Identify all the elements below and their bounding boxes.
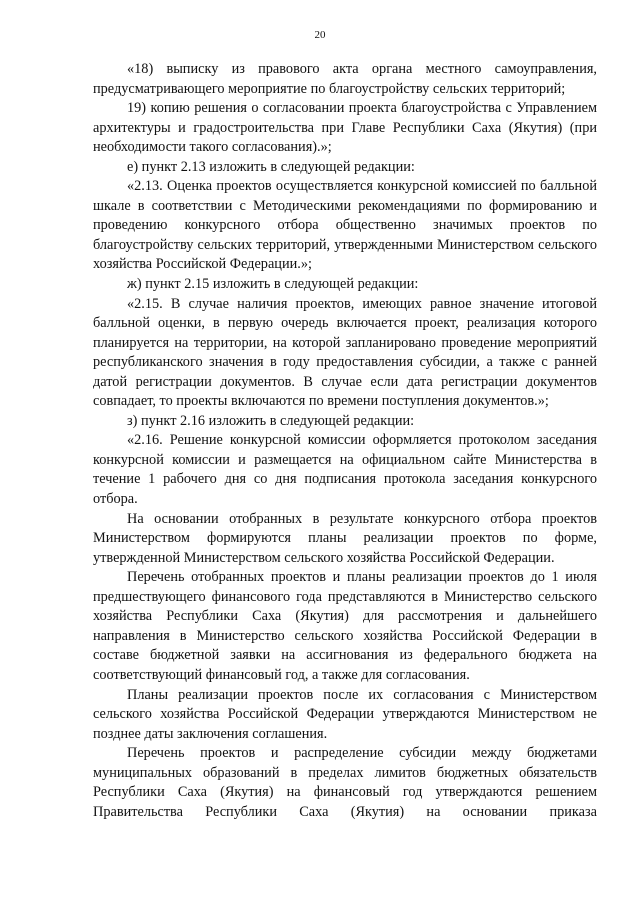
paragraph-clause-2-13: «2.13. Оценка проектов осуществляется конкурсной комиссией по балльной шкале в соответствии с Методическими рекомендациями по формированию и проведению конкурсного отбора общественно значимых проектов по благоустройству сельских территорий, утвержденными Министерством сельского хозяйства Российской Федерации.»; — [93, 178, 597, 273]
paragraph-subsidy-distribution: Перечень проектов и распределение субсидии между бюджетами муниципальных образований в пределах лимитов бюджетных обязательств Республики Саха (Якутия) на финансовый год утверждаются решением Правительства Республики Саха (Якутия) на основании приказа — [93, 745, 597, 820]
paragraph-item-18: «18) выписку из правового акта органа местного самоуправления, предусматривающего мероприятие по благоустройству сельских территорий; — [93, 61, 597, 97]
paragraph-amendment-z: з) пункт 2.16 изложить в следующей редакции: — [127, 412, 415, 429]
paragraph-item-19: 19) копию решения о согласовании проекта благоустройства с Управлением архитектуры и градостроительства при Главе Республики Саха (Якутия) (при необходимости такого согласования).»; — [93, 100, 597, 156]
paragraph-clause-2-15: «2.15. В случае наличия проектов, имеющих равное значение итоговой балльной оценки, в первую очередь включается проект, реализация которого планируется на территории, на которой запланировано проведение мероприятий республиканского значения в году предоставления субсидии, а также с ранней датой регистрации документов. В случае если дата регистрации документов совпадает, то проекты включаются по времени поступления документов.»; — [93, 295, 597, 410]
paragraph-amendment-zh: ж) пункт 2.15 изложить в следующей редакции: — [127, 276, 419, 293]
page-number: 20 — [314, 29, 326, 41]
paragraph-clause-2-16: «2.16. Решение конкурсной комиссии оформляется протоколом заседания конкурсной комиссии и размещается на официальном сайте Министерства в течение 1 рабочего дня со дня подписания протокола заседания конкурсного отбора. — [93, 432, 597, 508]
paragraph-plans-formation: На основании отобранных в результате конкурсного отбора проектов Министерством формируются планы реализации проектов по форме, утвержденной Министерством сельского хозяйства Российской Федерации. — [93, 510, 597, 566]
document-body — [93, 60, 597, 822]
paragraph-amendment-e: е) пункт 2.13 изложить в следующей редакции: — [127, 158, 415, 175]
paragraph-projects-list-submission: Перечень отобранных проектов и планы реализации проектов до 1 июля предшествующего финансового года представляются в Министерство сельского хозяйства Республики Саха (Якутия) для рассмотрения и дальнейшего направления в Министерство сельского хозяйства Российской Федерации в составе бюджетной заявки на ассигнования из федерального бюджета на соответствующий финансовый год, а также для согласования. — [93, 569, 597, 683]
paragraph-plans-approval: Планы реализации проектов после их согласования с Министерством сельского хозяйства Российской Федерации утверждаются Министерством не позднее даты заключения соглашения. — [93, 686, 597, 742]
